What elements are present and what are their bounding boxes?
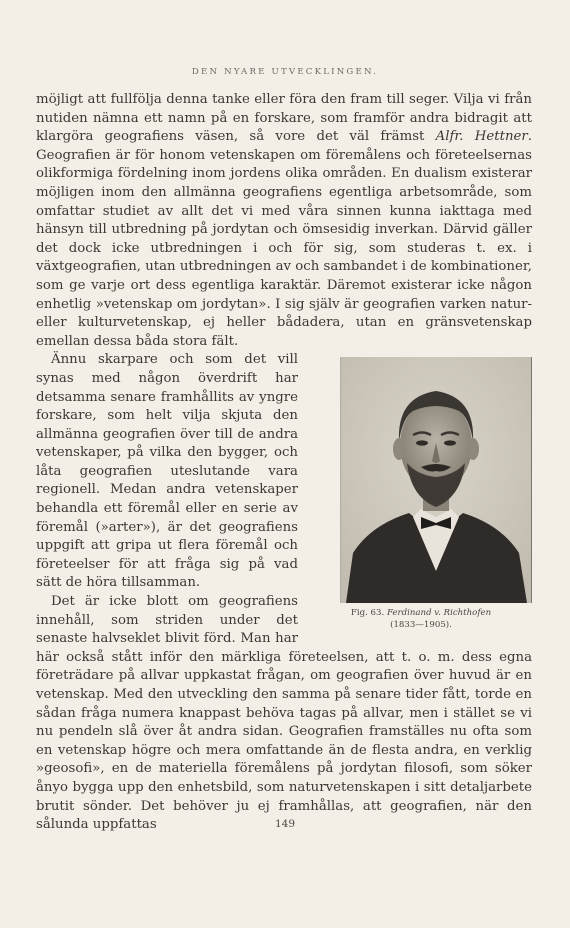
figure-dates: (1833—1905). [390,620,452,631]
paragraph-2: Ännu skarpare och som det vill synas med någon överdrift har detsamma senare framhållits av yngre forskare, som helt vilja skjuta den allmänna geografien över till de andra vetenskaper, på vilka den bygger, och låta geografien uteslutande vara regionell. Medan andra vetenskaper behandla ett föremål eller en serie av föremål (»arter»), är det geografiens uppgift att gripa ut flera föremål och företeelser för att fråga sig på vad sätt de höra tillsamman. [36,352,298,591]
body-text [36,91,532,835]
page-number: 149 [274,818,296,830]
figure-label: Fig. 63. [350,608,385,619]
figure-caption [310,607,532,631]
paragraph-3: Det är icke blott om geografiens innehåll, som striden under det senaste halvseklet blivit förd. Man har här också stått inför den märkliga företeelsen, att t. o. m. dess egna företrädare på allvar uppkastat frågan, om geografien över huvud är en vetenskap. Med den utveckling den samma på senare tider fått, torde en sådan fråga numera knappast behöva tagas på allvar, men i stället se vi nu pendeln slå över åt andra sidan. Geografien framställes nu ofta som en vetenskap högre och mera omfattande än de flesta andra, en verklig »geosofi», en de materiella föremålens på jordytan filosofi, som söker ånyo bygga upp den enhetsbild, som naturvetenskapen i sitt detaljarbete brutit sönder. Det behöver ju ej framhållas, att geografien, när den sålunda uppfattas [36,594,532,833]
author-name-hettner: Alfr. Hettner [435,129,528,145]
portrait-frame [340,357,532,603]
running-head: DEN NYARE UTVECKLINGEN. [191,67,379,77]
portrait-figure [310,357,532,631]
portrait-image [341,357,531,603]
paragraph-1-rest: . Geografien är för honom vetenskapen om föremålens och företeelsernas olikformiga fördelning inom jordens olika områden. En dualism existerar möjligen inom den allmänna geografiens egentliga arbetsområde, som omfattar studiet av allt det vi med våra sinnen kunna iakttaga med hänsyn till utbredning på jordytan och ömsesidig inverkan. Därvid gäller det dock icke utbredningen i och för sig, som studeras t. ex. i växtgeografien, utan utbredningen av och sambandet i de kombinationer, som ge varje ort dess egentliga karaktär. Däremot existerar icke någon enhetlig »vetenskap om jordytan». I sig själv är geografien varken natur- eller kulturvetenskap, ej heller bådadera, utan en gränsvetenskap emellan dessa båda stora fält. [36,129,532,349]
paragraph-1 [36,91,532,351]
paragraph-1-start: möjligt att fullfölja denna tanke eller föra den fram till seger. Vilja vi från nutiden nämna ett namn på en forskare, som framför andra bidragit att klargöra geografiens väsen, så vore det väl främst [36,92,532,145]
figure-person-name: Ferdinand v. Richthofen [386,608,492,619]
